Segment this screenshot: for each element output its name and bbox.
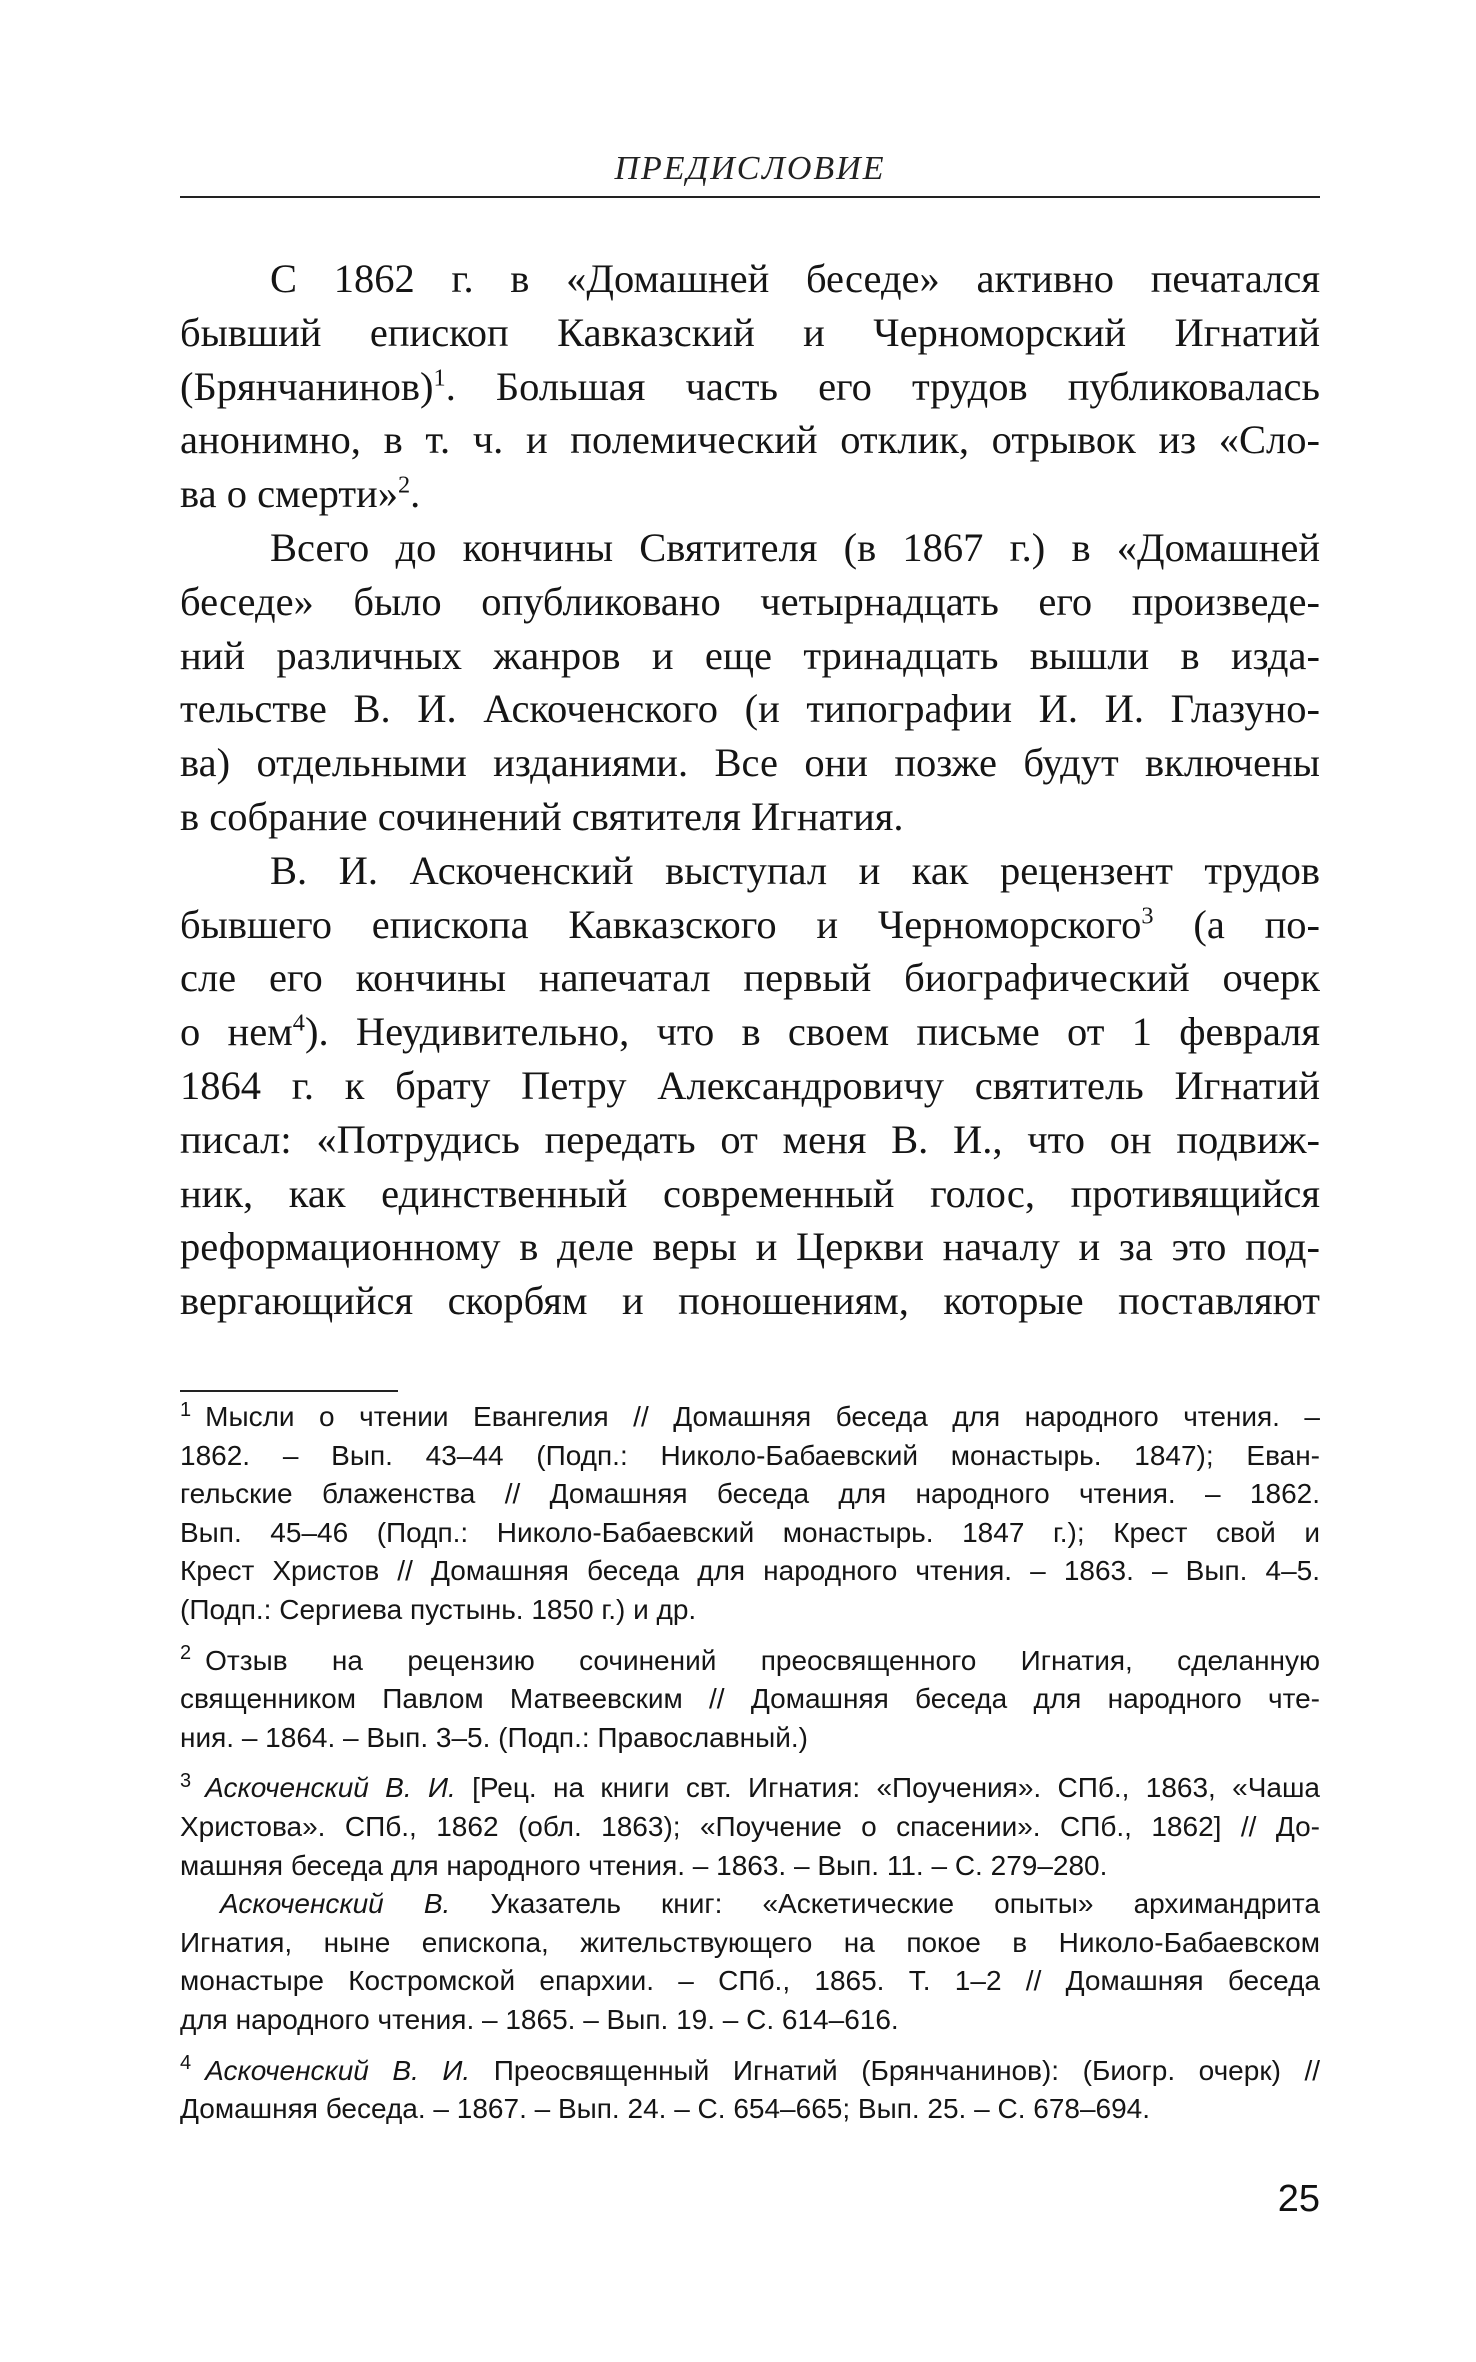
text-run: . Большая часть его трудов публиковалась [445, 363, 1320, 409]
text-run: Отзыв на рецензию сочинений преосвященного Игнатия, сделанную [205, 1644, 1320, 1676]
text-line: анонимно, в т. ч. и полемический отклик, отрывок из «Сло- [180, 417, 1320, 463]
footnote-line [180, 1642, 1320, 1681]
footnote-line: для народного чтения. – 1865. – Вып. 19. – С. 614–616. [180, 2003, 899, 2035]
footnote-line [180, 1398, 1320, 1437]
text-line [180, 898, 1320, 952]
paragraph-3 [180, 844, 1320, 1328]
text-line [180, 1005, 1320, 1059]
footnote-line: Игнатия, ныне епископа, жительствующего на покое в Николо-Бабаевском [180, 1926, 1320, 1958]
text-line: вергающийся скорбям и поношениям, которые поставляют [180, 1278, 1320, 1324]
footnote-line: 1862. – Вып. 43–44 (Подп.: Николо-Бабаевский монастырь. 1847); Еван- [180, 1439, 1320, 1471]
footnote-line [180, 1885, 1320, 1924]
footnote-line: ния. – 1864. – Вып. 3–5. (Подп.: Православный.) [180, 1721, 808, 1753]
author-name: Аскоченский В. И. [205, 2054, 471, 2086]
footnote-ref: 3 [1141, 902, 1154, 930]
text-run: (а по- [1153, 901, 1320, 947]
footnote-ref: 4 [292, 1009, 305, 1037]
page-number: 25 [1277, 2178, 1320, 2220]
text-line: в собрание сочинений святителя Игнатия. [180, 793, 904, 839]
text-line: С 1862 г. в «Домашней беседе» активно печатался [270, 256, 1320, 301]
text-run: (Брянчанинов) [180, 363, 434, 409]
text-run: ). Неудивительно, что в своем письме от 1 февраля [304, 1009, 1320, 1055]
text-run: . [410, 471, 421, 517]
footnote-line: машняя беседа для народного чтения. – 1863. – Вып. 11. – С. 279–280. [180, 1849, 1108, 1881]
text-line: ник, как единственный современный голос, противящийся [180, 1170, 1320, 1216]
text-line: реформационному в деле веры и Церкви началу и за это под- [180, 1224, 1320, 1270]
text-line: ний различных жанров и еще тринадцать вышли в изда- [180, 632, 1320, 678]
author-name: Аскоченский В. [220, 1888, 451, 1920]
footnote-number: 1 [180, 1398, 192, 1421]
main-text [180, 252, 1320, 1328]
footnotes [180, 1398, 1320, 2141]
footnote-4 [180, 2052, 1320, 2129]
text-run: Преосвященный Игнатий (Брянчанинов): (Биогр. очерк) // [470, 2054, 1320, 2086]
text-run: Мысли о чтении Евангелия // Домашняя беседа для народного чтения. – [205, 1401, 1320, 1432]
footnote-ref: 1 [433, 364, 446, 392]
footnote-1 [180, 1398, 1320, 1630]
paragraph-1 [180, 252, 1320, 521]
text-run: Указатель книг: «Аскетические опыты» архимандрита [450, 1888, 1320, 1920]
text-line: 1864 г. к брату Петру Александровичу святитель Игнатий [180, 1062, 1320, 1108]
footnote-line: монастыре Костромской епархии. – СПб., 1865. Т. 1–2 // Домашняя беседа [180, 1965, 1320, 1997]
text-line [180, 360, 1320, 414]
footnote-3 [180, 1769, 1320, 2039]
running-head: ПРЕДИСЛОВИЕ [614, 150, 886, 187]
text-line: писал: «Потрудись передать от меня В. И., что он подвиж- [180, 1116, 1320, 1162]
text-line: В. И. Аскоченский выступал и как рецензент трудов [270, 847, 1320, 893]
text-line: сле его кончины напечатал первый биографический очерк [180, 955, 1320, 1001]
text-line: Всего до кончины Святителя (в 1867 г.) в «Домашней [270, 524, 1320, 570]
paragraph-2 [180, 521, 1320, 844]
header-rule [180, 196, 1320, 198]
text-line: беседе» было опубликовано четырнадцать его произведе- [180, 578, 1320, 624]
text-line [180, 467, 1320, 521]
footnote-line: Домашняя беседа. – 1867. – Вып. 24. – С. 654–665; Вып. 25. – С. 678–694. [180, 2093, 1151, 2125]
footnote-ref: 2 [397, 471, 411, 499]
text-run: о нем [180, 1009, 293, 1055]
text-run: ва о смерти» [180, 471, 398, 517]
footnote-line: Крест Христов // Домашняя беседа для народного чтения. – 1863. – Вып. 4–5. [180, 1555, 1320, 1587]
text-line: ва) отдельными изданиями. Все они позже будут включены [180, 740, 1320, 786]
text-line: бывший епископ Кавказский и Черноморский Игнатий [180, 309, 1320, 355]
footnote-line: священником Павлом Матвеевским // Домашняя беседа для народного чте- [180, 1683, 1320, 1715]
footnote-line: Вып. 45–46 (Подп.: Николо-Бабаевский монастырь. 1847 г.); Крест свой и [180, 1516, 1320, 1548]
footnote-line [180, 1769, 1320, 1808]
footnote-line: Христова». СПб., 1862 (обл. 1863); «Поучение о спасении». СПб., 1862] // До- [180, 1810, 1320, 1842]
footnote-number: 4 [180, 2052, 192, 2075]
author-name: Аскоченский В. И. [205, 1772, 456, 1804]
footnote-line [180, 2052, 1320, 2091]
text-run: бывшего епископа Кавказского и Черноморского [180, 901, 1142, 947]
text-line: тельстве В. И. Аскоченского (и типографии И. И. Глазуно- [180, 686, 1320, 732]
footnote-number: 2 [180, 1642, 192, 1665]
footnote-rule [180, 1390, 398, 1392]
footnote-number: 3 [180, 1770, 192, 1793]
footnote-line: гельские блаженства // Домашняя беседа для народного чтения. – 1862. [180, 1478, 1320, 1510]
footnote-line: (Подп.: Сергиева пустынь. 1850 г.) и др. [180, 1593, 697, 1625]
footnote-2 [180, 1642, 1320, 1758]
text-run: [Рец. на книги свт. Игнатия: «Поучения». СПб., 1863, «Чаша [455, 1772, 1320, 1804]
